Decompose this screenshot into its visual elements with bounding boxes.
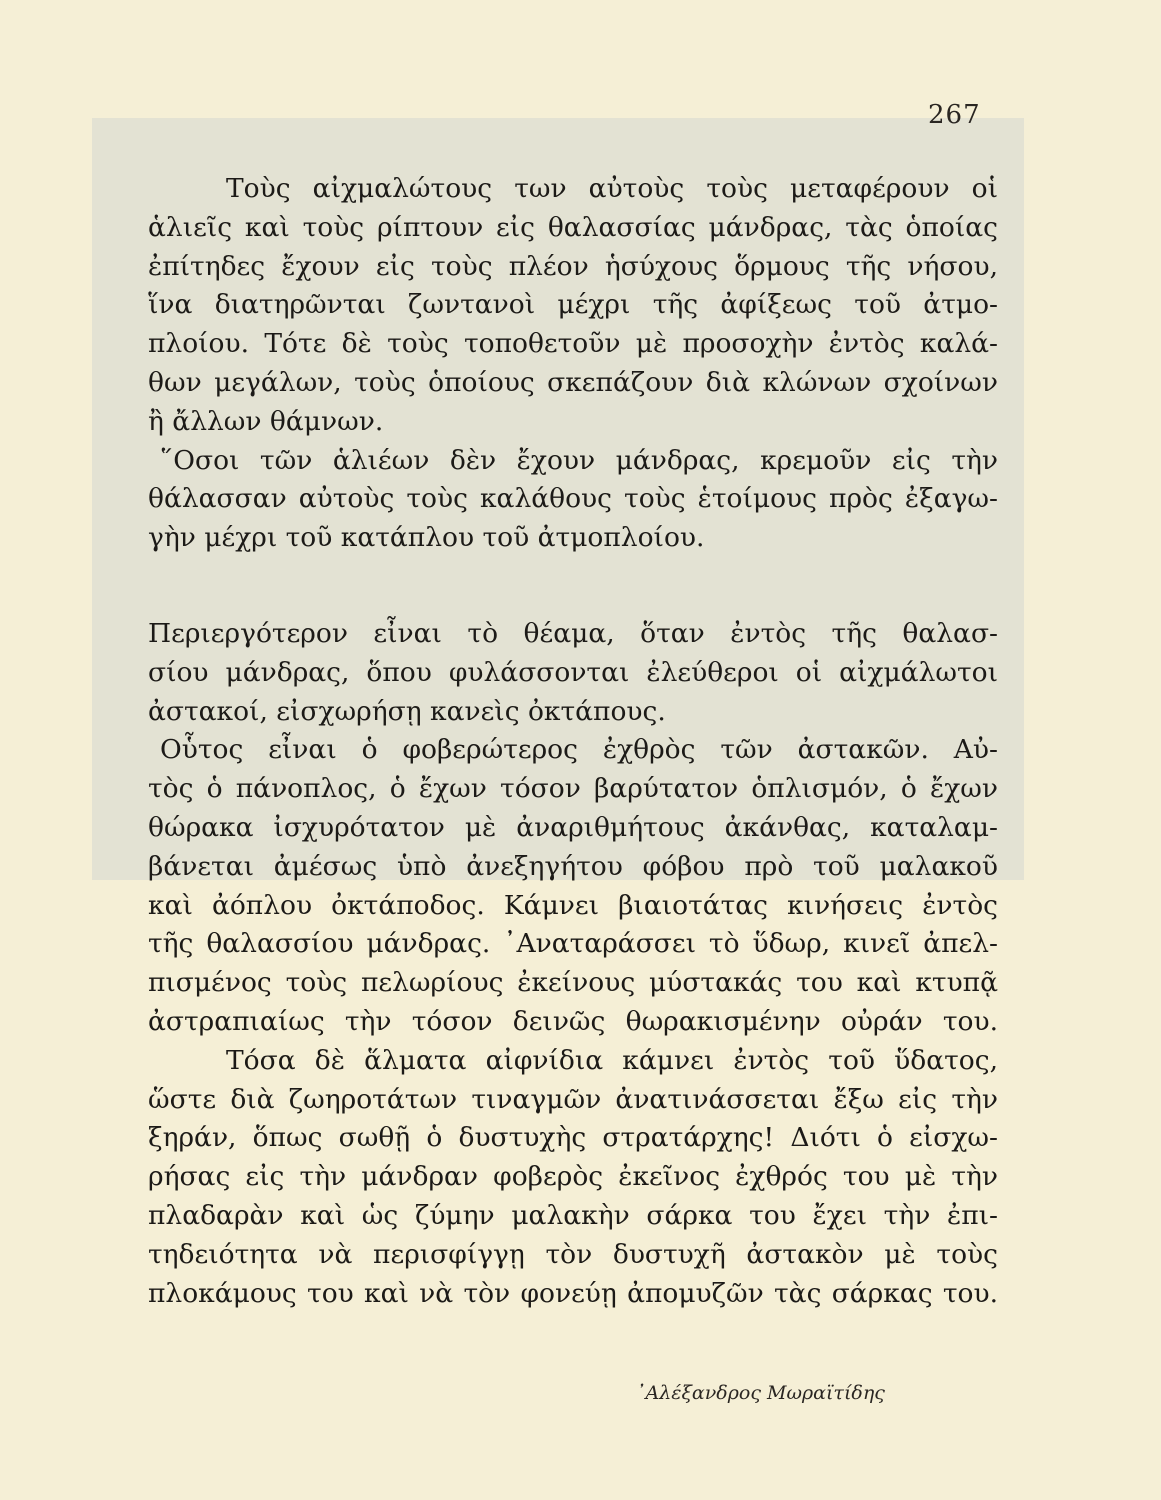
text-line: ἀστραπιαίως τὴν τόσον δεινῶς θωρακισμένην οὐράν του. <box>148 1005 998 1037</box>
text-line: θάλασσαν αὐτοὺς τοὺς καλάθους τοὺς ἑτοίμους πρὸς ἐξαγω- <box>148 483 998 515</box>
text-line: θώρακα ἰσχυρότατον μὲ ἀναριθμήτους ἀκάνθας, καταλαμ- <box>148 811 998 843</box>
text-line: τῆς θαλασσίου μάνδρας. ᾽Αναταράσσει τὸ ὕδωρ, κινεῖ ἀπελ- <box>148 928 998 960</box>
text-line: τὸς ὁ πάνοπλος, ὁ ἔχων τόσον βαρύτατον ὁπλισμόν, ὁ ἔχων <box>148 773 998 805</box>
text-line: Τόσα δὲ ἅλματα αἰφνίδια κάμνει ἐντὸς τοῦ ὕδατος, <box>226 1044 998 1076</box>
text-line: πλοίου. Τότε δὲ τοὺς τοποθετοῦν μὲ προσοχὴν ἐντὸς καλά- <box>148 328 998 360</box>
text-line: ῞Οσοι τῶν ἁλιέων δὲν ἔχουν μάνδρας, κρεμοῦν εἰς τὴν <box>160 444 998 476</box>
paragraph-1 <box>148 170 998 558</box>
text-line: τηδειότητα νὰ περισφίγγῃ τὸν δυστυχῆ ἀστακὸν μὲ τοὺς <box>148 1238 998 1270</box>
text-line: σίου μάνδρας, ὅπου φυλάσσονται ἐλεύθεροι οἱ αἰχμάλωτοι <box>148 656 998 688</box>
text-line: πλοκάμους του καὶ νὰ τὸν φονεύῃ ἀπομυζῶν τὰς σάρκας του. <box>148 1277 998 1309</box>
text-line: ἵνα διατηρῶνται ζωντανοὶ μέχρι τῆς ἀφίξεως τοῦ ἀτμο- <box>148 289 998 321</box>
text-line: Οὗτος εἶναι ὁ φοβερώτερος ἐχθρὸς τῶν ἀστακῶν. Αὐ- <box>160 734 998 766</box>
text-line: Περιεργότερον εἶναι τὸ θέαμα, ὅταν ἐντὸς τῆς θαλασ- <box>148 618 998 649</box>
text-line: βάνεται ἀμέσως ὑπὸ ἀνεξηγήτου φόβου πρὸ τοῦ μαλακοῦ <box>148 850 998 882</box>
text-line: ἀστακοί, εἰσχωρήσῃ κανεὶς ὀκτάπους. <box>148 695 666 727</box>
text-line: ὥστε διὰ ζωηροτάτων τιναγμῶν ἀνατινάσσεται ἔξω εἰς τὴν <box>148 1083 998 1115</box>
text-line: πισμένος τοὺς πελωρίους ἐκείνους μύστακάς του καὶ κτυπᾷ <box>148 967 998 999</box>
text-line: ρήσας εἰς τὴν μάνδραν φοβερὸς ἐκεῖνος ἐχθρός του μὲ τὴν <box>148 1161 998 1193</box>
text-line: καὶ ἀόπλου ὀκτάποδος. Κάμνει βιαιοτάτας κινήσεις ἐντὸς <box>148 889 998 921</box>
text-line: θων μεγάλων, τοὺς ὁποίους σκεπάζουν διὰ κλώνων σχοίνων <box>148 366 998 398</box>
author-signature: ᾽Αλέξανδρος Μωραϊτίδης <box>636 1382 885 1404</box>
page-number: 267 <box>928 100 981 130</box>
text-line: Τοὺς αἰχμαλώτους των αὐτοὺς τοὺς μεταφέρουν οἱ <box>226 173 998 204</box>
text-line: ἁλιεῖς καὶ τοὺς ρίπτουν εἰς θαλασσίας μάνδρας, τὰς ὁποίας <box>148 211 998 243</box>
text-line: ἢ ἄλλων θάμνων. <box>148 405 384 437</box>
text-line: ξηράν, ὅπως σωθῇ ὁ δυστυχὴς στρατάρχης! Διότι ὁ εἰσχω- <box>148 1122 998 1154</box>
text-line: ἐπίτηδες ἔχουν εἰς τοὺς πλέον ἡσύχους ὅρμους τῆς νήσου, <box>148 250 998 282</box>
text-line: γὴν μέχρι τοῦ κατάπλου τοῦ ἀτμοπλοίου. <box>148 522 705 554</box>
text-line: πλαδαρὰν καὶ ὡς ζύμην μαλακὴν σάρκα του ἔχει τὴν ἐπι- <box>148 1199 998 1231</box>
paragraph-2 <box>148 615 998 1313</box>
